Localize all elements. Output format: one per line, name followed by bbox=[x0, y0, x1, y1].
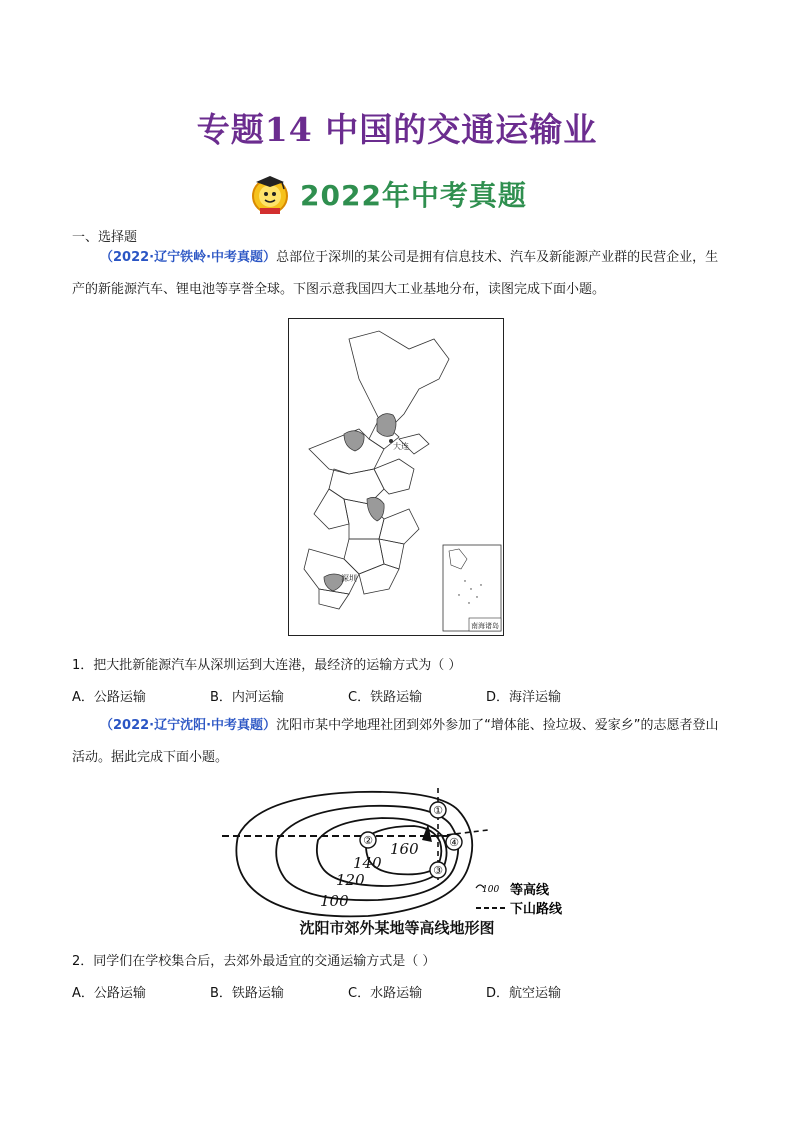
subtitle-row bbox=[246, 172, 527, 216]
point-1-label: ① bbox=[433, 804, 443, 817]
q1-option-b[interactable]: B．内河运输 bbox=[210, 690, 284, 705]
question-1-options bbox=[72, 686, 624, 705]
section-label: 一、选择题 bbox=[72, 230, 138, 245]
mascot-logo-icon bbox=[246, 172, 294, 216]
inset-label: 南海诸岛 bbox=[471, 622, 499, 630]
q1-option-c[interactable]: C．铁路运输 bbox=[348, 690, 423, 705]
passage-1-text: 总部位于深圳的某公司是拥有信息技术、汽车及新能源产业群的民营企业，生产的新能源汽车、锂电池等享誉全球。下图示意我国四大工业基地分布，读图完成下面小题。 bbox=[72, 250, 719, 297]
passage-2 bbox=[72, 710, 722, 774]
map-label-shenzhen: 深圳 bbox=[341, 574, 357, 583]
contour-label-120: 120 bbox=[336, 871, 365, 889]
china-map-drawing bbox=[289, 319, 503, 635]
legend-route: 下山路线 bbox=[510, 902, 563, 917]
passage-2-source: （2022·辽宁沈阳·中考真题） bbox=[100, 718, 277, 733]
question-2-options bbox=[72, 982, 624, 1001]
point-4-label: ④ bbox=[449, 836, 459, 849]
q2-option-b[interactable]: B．铁路运输 bbox=[210, 986, 284, 1001]
contour-label-160: 160 bbox=[390, 840, 419, 858]
q2-option-a[interactable]: A．公路运输 bbox=[72, 986, 146, 1001]
contour-label-100: 100 bbox=[320, 892, 349, 910]
page-title: 专题14 中国的交通运输业 bbox=[196, 110, 598, 149]
q2-option-d[interactable]: D．航空运输 bbox=[486, 986, 562, 1001]
q1-option-a[interactable]: A．公路运输 bbox=[72, 690, 146, 705]
question-1: 1．把大批新能源汽车从深圳运到大连港，最经济的运输方式为（ ） bbox=[72, 658, 462, 673]
question-2: 2．同学们在学校集合后，去郊外最适宜的交通运输方式是（ ） bbox=[72, 954, 436, 969]
passage-1 bbox=[72, 242, 722, 306]
q1-option-d[interactable]: D．海洋运输 bbox=[486, 690, 562, 705]
contour-label-140: 140 bbox=[353, 854, 382, 872]
passage-1-source: （2022·辽宁铁岭·中考真题） bbox=[100, 250, 277, 265]
contour-map-caption: 沈阳市郊外某地等高线地形图 bbox=[299, 919, 495, 937]
legend-contour: 等高线 bbox=[510, 883, 550, 898]
passage-2-text: 沈阳市某中学地理社团到郊外参加了“增体能、捡垃圾、爱家乡”的志愿者登山活动。据此完成下面小题。 bbox=[72, 718, 719, 765]
china-industrial-base-map bbox=[288, 318, 504, 636]
point-3-label: ③ bbox=[433, 864, 443, 877]
point-2-label: ② bbox=[363, 834, 373, 847]
q2-option-c[interactable]: C．水路运输 bbox=[348, 986, 423, 1001]
legend-contour-sample: 100 bbox=[482, 885, 500, 895]
section-subtitle: 2022年中考真题 bbox=[300, 179, 527, 212]
map-label-dalian: 大连 bbox=[393, 442, 409, 451]
